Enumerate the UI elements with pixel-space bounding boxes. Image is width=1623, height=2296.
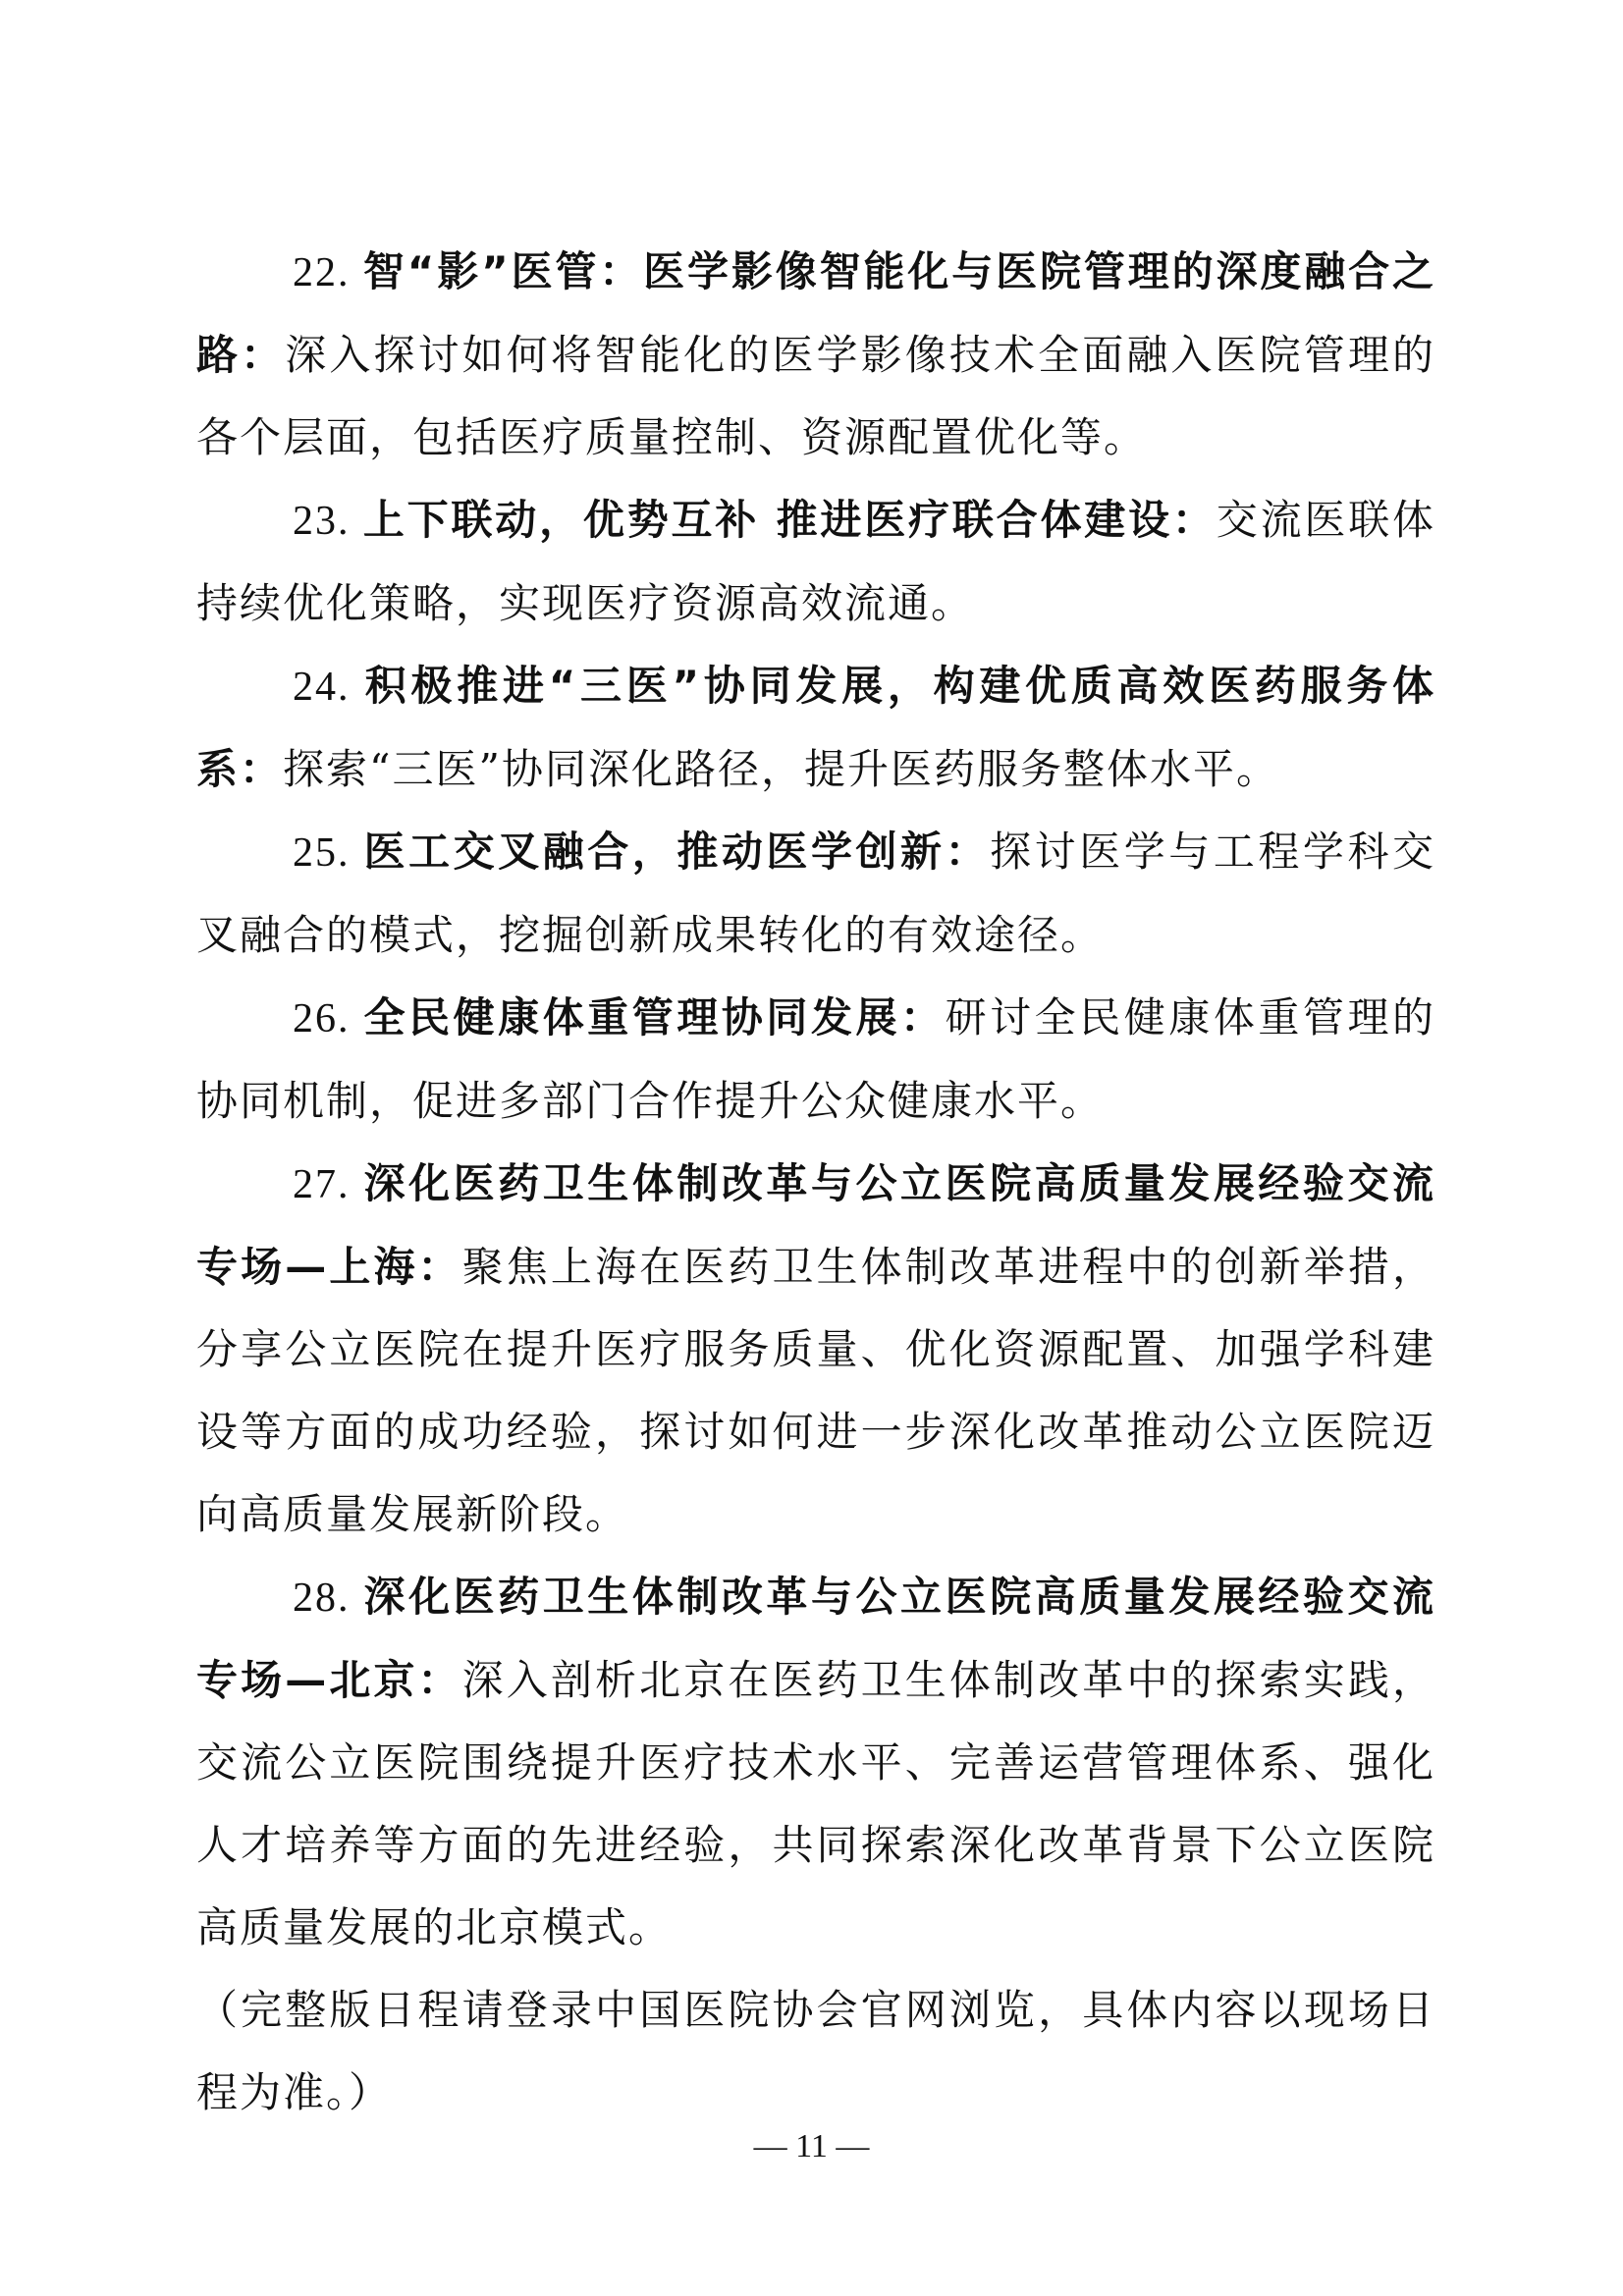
- item-body: 研讨全民健康体重管理的协同机制，促进多部门合作提升公众健康水平。: [196, 993, 1435, 1125]
- item-title: 积极推进“三医”协同发展，构建优质高效医药服务体系：: [196, 662, 1435, 793]
- item-number: 22.: [293, 250, 363, 295]
- item-number: 26.: [293, 996, 364, 1041]
- item-number: 23.: [293, 499, 363, 544]
- item-body: 探索“三医”协同深化路径，提升医药服务整体水平。: [283, 745, 1279, 793]
- agenda-item-22: [196, 231, 1435, 479]
- item-body: 探讨医学与工程学科交叉融合的模式，挖掘创新成果转化的有效途径。: [196, 828, 1435, 959]
- item-body: 交流医联体持续优化策略，实现医疗资源高效流通。: [196, 496, 1436, 627]
- schedule-note: （完整版日程请登录中国医院协会官网浏览，具体内容以现场日程为准。）: [196, 1986, 1435, 2116]
- agenda-item-26: [196, 977, 1435, 1143]
- item-title: 深化医药卫生体制改革与公立医院高质量发展经验交流专场—上海：: [196, 1159, 1435, 1291]
- item-number: 28.: [293, 1575, 364, 1621]
- agenda-item-27: [196, 1143, 1435, 1556]
- document-body: [196, 231, 1435, 2134]
- item-number: 27.: [293, 1162, 364, 1207]
- item-title: 上下联动，优势互补 推进医疗联合体建设：: [362, 496, 1217, 544]
- agenda-item-28: [196, 1556, 1435, 1969]
- item-body: 聚焦上海在医药卫生体制改革进程中的创新举措，分享公立医院在提升医疗服务质量、优化资源配置、加强学科建设等方面的成功经验，探讨如何进一步深化改革推动公立医院迈向高质量发展新阶段。: [196, 1243, 1435, 1538]
- item-number: 24.: [293, 665, 365, 710]
- agenda-item-23: [196, 479, 1435, 645]
- page-number: — 11 —: [753, 2128, 870, 2164]
- item-body: 深入剖析北京在医药卫生体制改革中的探索实践，交流公立医院围绕提升医疗技术水平、完善运营管理体系、强化人才培养等方面的先进经验，共同探索深化改革背景下公立医院高质量发展的北京模式。: [196, 1656, 1435, 1951]
- item-number: 25.: [293, 830, 364, 876]
- item-body: 深入探讨如何将智能化的医学影像技术全面融入医院管理的各个层面，包括医疗质量控制、资源配置优化等。: [196, 331, 1435, 461]
- item-title: 全民健康体重管理协同发展：: [363, 993, 946, 1041]
- agenda-item-25: [196, 811, 1435, 977]
- agenda-item-24: [196, 645, 1435, 811]
- item-title: 智“影”医管：医学影像智能化与医院管理的深度融合之路：: [196, 247, 1435, 379]
- item-title: 深化医药卫生体制改革与公立医院高质量发展经验交流专场—北京：: [196, 1573, 1435, 1704]
- item-title: 医工交叉融合，推动医学创新：: [363, 828, 991, 876]
